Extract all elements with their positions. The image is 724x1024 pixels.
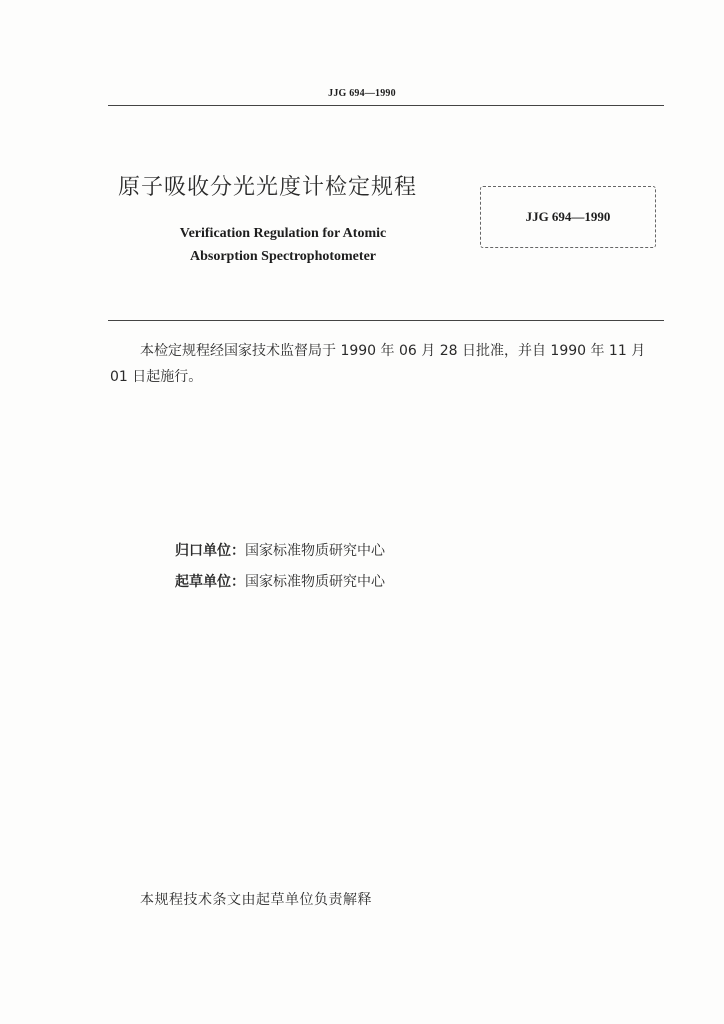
responsible-unit-value: 国家标准物质研究中心 — [245, 543, 385, 559]
standard-code-box — [480, 186, 656, 248]
drafting-unit-label: 起草单位： — [175, 574, 245, 590]
approval-paragraph: 本检定规程经国家技术监督局于 1990 年 06 月 28 日批准，并自 1990 年 11 月 01 日起施行。 — [110, 343, 646, 385]
standard-code-label: JJG 694—1990 — [525, 209, 611, 224]
title-english — [118, 222, 448, 268]
responsible-unit-line — [175, 540, 385, 560]
responsible-unit-label: 归口单位： — [175, 543, 245, 559]
drafting-unit-line — [175, 571, 385, 591]
title-rule — [108, 320, 664, 321]
title-english-line-1: Verification Regulation for Atomic — [179, 226, 387, 241]
interpretation-note: 本规程技术条文由起草单位负责解释 — [140, 892, 372, 908]
drafting-unit-value: 国家标准物质研究中心 — [245, 574, 385, 590]
title-chinese: 原子吸收分光光度计检定规程 — [118, 175, 418, 200]
header-code: JJG 694—1990 — [328, 88, 396, 99]
header-rule — [108, 105, 664, 106]
title-english-line-2: Absorption Spectrophotometer — [189, 249, 376, 264]
